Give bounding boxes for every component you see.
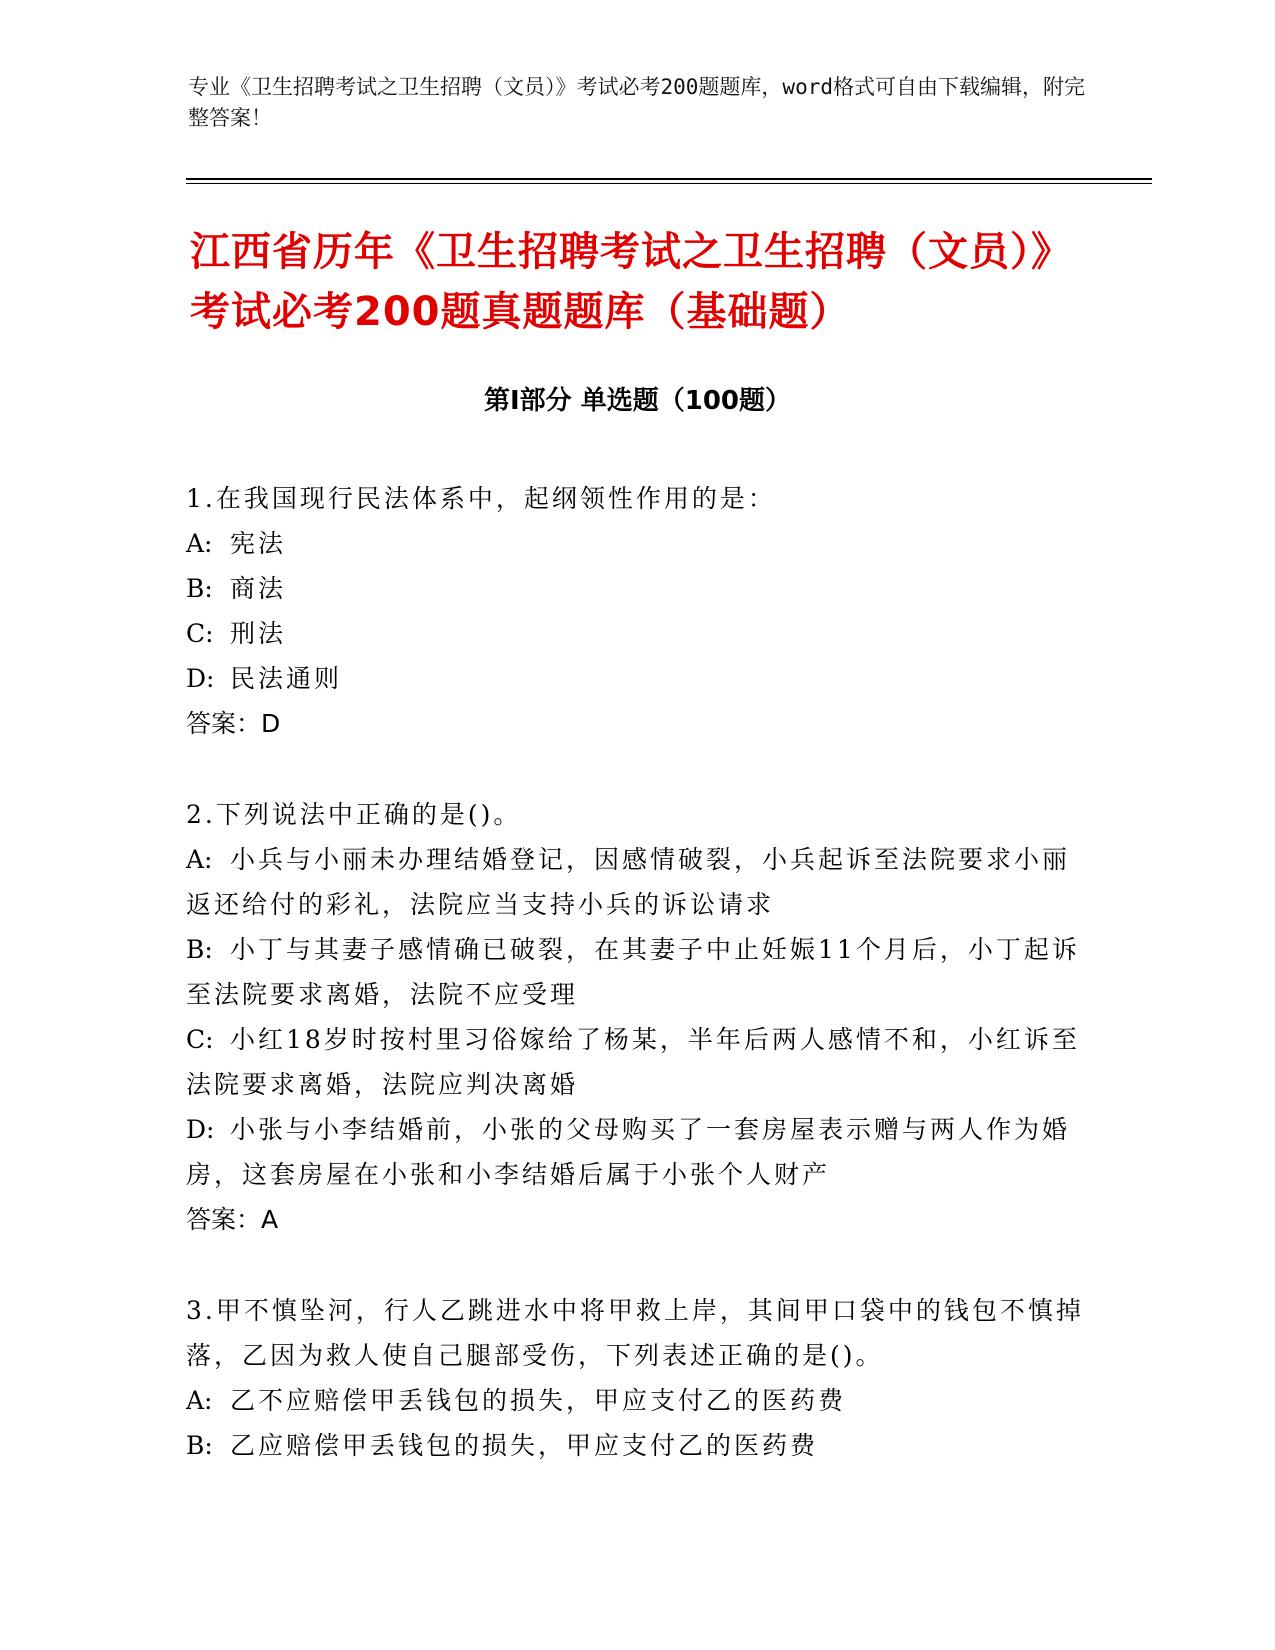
option-text: 小丁与其妻子感情确已破裂，在其妻子中止妊娠11个月后，小丁起诉至法院要求离婚，法院不应受理 [186,935,1080,1009]
option-b [186,566,1086,611]
document-title: 江西省历年《卫生招聘考试之卫生招聘（文员）》考试必考200题真题题库（基础题） [190,229,1072,335]
question-stem: 1.在我国现行民法体系中，起纲领性作用的是： [186,484,776,513]
option-c [186,1017,1086,1107]
answer-label: 答案：D [186,709,281,738]
section-title: 第Ⅰ部分 单选题（100题） [484,386,791,416]
option-b [186,1423,1086,1468]
option-text: 商法 [230,574,287,603]
question-1 [186,476,1086,746]
option-d [186,656,1086,701]
question-stem: 2.下列说法中正确的是()。 [186,800,522,829]
option-text: 小兵与小丽未办理结婚登记，因感情破裂，小兵起诉至法院要求小丽返还给付的彩礼，法院应当支持小兵的诉讼请求 [186,845,1071,919]
answer-label: 答案：A [186,1205,279,1234]
option-letter: D: [186,1115,215,1144]
header-note: 专业《卫生招聘考试之卫生招聘（文员）》考试必考200题题库，word格式可自由下载编辑，附完整答案！ [188,75,1085,130]
question-stem: 3.甲不慎坠河，行人乙跳进水中将甲救上岸，其间甲口袋中的钱包不慎掉落，乙因为救人使自己腿部受伤，下列表述正确的是()。 [186,1296,1084,1370]
option-d [186,1107,1086,1197]
header-divider-thin [186,183,1152,184]
option-text: 宪法 [230,529,287,558]
option-text: 民法通则 [230,664,343,693]
option-letter: C: [186,619,214,648]
option-text: 小张与小李结婚前，小张的父母购买了一套房屋表示赠与两人作为婚房，这套房屋在小张和小李结婚后属于小张个人财产 [186,1115,1071,1189]
question-2 [186,792,1086,1242]
option-letter: B: [186,935,213,964]
option-a [186,837,1086,927]
option-text: 刑法 [230,619,287,648]
option-letter: A: [186,529,213,558]
option-b [186,927,1086,1017]
option-c [186,611,1086,656]
option-letter: D: [186,664,215,693]
option-letter: B: [186,574,213,603]
question-3 [186,1288,1086,1468]
option-a [186,1378,1086,1423]
option-letter: B: [186,1431,213,1460]
option-text: 乙不应赔偿甲丢钱包的损失，甲应支付乙的医药费 [230,1386,847,1415]
header-divider-thick [186,178,1152,180]
question-list [186,476,1086,1514]
option-letter: A: [186,1386,213,1415]
option-letter: C: [186,1025,214,1054]
option-text: 乙应赔偿甲丢钱包的损失，甲应支付乙的医药费 [230,1431,819,1460]
option-letter: A: [186,845,213,874]
option-text: 小红18岁时按村里习俗嫁给了杨某，半年后两人感情不和，小红诉至法院要求离婚，法院应判决离婚 [186,1025,1080,1099]
option-a [186,521,1086,566]
